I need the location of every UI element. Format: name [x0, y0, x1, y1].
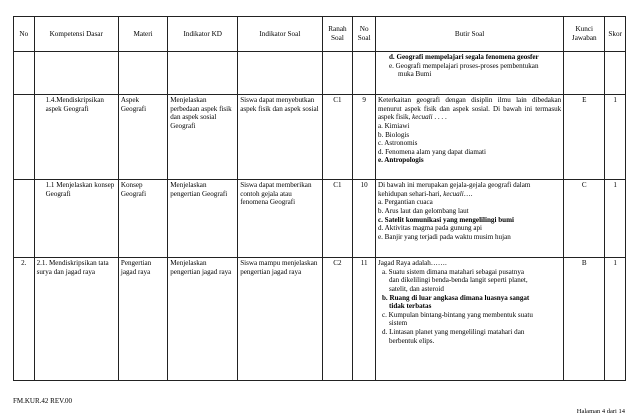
header-no-soal: No Soal — [353, 17, 376, 52]
option-c-cont: sistem — [388, 319, 408, 328]
cell-kunci: E — [564, 95, 605, 180]
option-a: a. Pergantian cuaca — [377, 198, 433, 207]
option-e: e. Geografi mempelajari proses-proses pembentukan — [388, 61, 539, 70]
cell-butir — [375, 258, 563, 381]
cell-butir — [375, 180, 563, 258]
cell-indikator-kd: Menjelaskan pengertian Geografi — [168, 180, 238, 258]
emphasis-kecuali: kecuali — [443, 189, 464, 198]
cell-butir — [375, 95, 563, 180]
option-d: d. Geografi mempelajari segala fenomena geosfer — [388, 53, 539, 61]
header-indikator-soal: Indikator Soal — [238, 17, 322, 52]
header-kompetensi: Kompetensi Dasar — [34, 17, 118, 52]
cell-skor: 1 — [605, 180, 626, 258]
table-row — [14, 95, 626, 180]
option-c: c. Astronomis — [377, 139, 418, 148]
emphasis-kecuali: kecuali — [412, 113, 433, 122]
cell-no-soal: 11 — [353, 258, 376, 381]
option-e: e. Antropologis — [377, 156, 424, 165]
cell-indikator-soal: Siswa dapat memberikan contoh gejala atau fenomena Geografi — [238, 180, 322, 258]
cell-materi: Konsep Geografi — [118, 180, 167, 258]
question-text: Jagad Raya adalah……. — [377, 259, 447, 267]
cell-no-soal: 10 — [353, 180, 376, 258]
option-c: c. Kumpulan bintang-bintang yang membentuk suatu — [381, 310, 533, 319]
cell-indikator-soal: Siswa mampu menjelaskan pengertian jagad raya — [238, 258, 322, 381]
cell-skor: 1 — [605, 258, 626, 381]
option-d: d. Fenomena alam yang dapat diamati — [377, 147, 486, 156]
header-indikator-kd: Indikator KD — [168, 17, 238, 52]
cell-materi: Aspek Geografi — [118, 95, 167, 180]
cell-ranah: C1 — [322, 180, 353, 258]
header-materi: Materi — [118, 17, 167, 52]
option-d: d. Aktivitas magma pada gunung api — [377, 224, 483, 233]
header-skor: Skor — [605, 17, 626, 52]
option-b: b. Arus laut dan gelombang laut — [377, 206, 469, 215]
option-d: d. Lintasan planet yang mengelilingi matahari dan — [381, 328, 525, 337]
header-no: No — [14, 17, 35, 52]
continuation-row — [14, 52, 626, 95]
option-b-cont: tidak terbatas — [388, 302, 432, 311]
option-a: a. Kimiawi — [377, 121, 410, 130]
table-row — [14, 258, 626, 381]
cell-indikator-kd: Menjelaskan pengertian jagad raya — [168, 258, 238, 381]
cell-skor: 1 — [605, 95, 626, 180]
cell-kompetensi: 1.4.Mendiskripsikan aspek Geografi — [34, 95, 118, 180]
header-butir: Butir Soal — [375, 17, 563, 52]
header-kunci: Kunci Jawaban — [564, 17, 605, 52]
form-code: FM.KUR.42 REV.00 — [13, 397, 72, 405]
cell-no — [14, 180, 35, 258]
option-b: b. Ruang di luar angkasa dimana luasnya sangat — [381, 293, 530, 302]
cell-ranah: C1 — [322, 95, 353, 180]
option-b: b. Biologis — [377, 130, 410, 139]
header-row — [14, 17, 626, 52]
question-text: Keterkaitan geografi dengan disiplin ilmu lain dibedakan menurut aspek fisik dan aspek sosial. Di bawah ini termasuk aspek fisik, kecuali . . . . — [377, 96, 562, 122]
cell-indikator-soal: Siswa dapat menyebutkan aspek fisik dan aspek sosial — [238, 95, 322, 180]
cell-ranah: C2 — [322, 258, 353, 381]
option-e: e. Banjir yang terjadi pada waktu musim hujan — [377, 232, 511, 241]
cell-no — [14, 95, 35, 180]
question-grid-table — [13, 16, 626, 381]
cell-indikator-kd: Menjelaskan perbedaan aspek fisik dan aspek sosial Geografi — [168, 95, 238, 180]
option-c: c. Satelit komunikasi yang mengelilingi bumi — [377, 215, 514, 224]
option-e-cont: muka Bumi — [397, 70, 432, 79]
question-text: Di bawah ini merupakan gejala-gejala geografi dalam kehidupan sehari-hari, kecuali…. — [377, 181, 531, 198]
cell-kompetensi: 2.1. Mendiskripsikan tata surya dan jagad raya — [34, 258, 118, 381]
cell-kompetensi: 1.1 Menjelaskan konsep Geografi — [34, 180, 118, 258]
cell-kunci: C — [564, 180, 605, 258]
continuation-options — [375, 52, 563, 95]
option-d-cont: berbentuk elips. — [388, 336, 435, 345]
option-a-cont: dan dikelilingi benda-benda langit seperti planet, — [388, 276, 528, 285]
cell-materi: Pengertian jagad raya — [118, 258, 167, 381]
cell-no-soal: 9 — [353, 95, 376, 180]
option-a: a. Suatu sistem dimana matahari sebagai pusatnya — [381, 267, 525, 276]
page-number: Halaman 4 dari 14 — [576, 408, 625, 415]
header-ranah: Ranah Soal — [322, 17, 353, 52]
cell-kunci: B — [564, 258, 605, 381]
option-a-cont: satelit, dan asteroid — [388, 284, 444, 293]
table-row — [14, 180, 626, 258]
cell-no: 2. — [14, 258, 35, 381]
